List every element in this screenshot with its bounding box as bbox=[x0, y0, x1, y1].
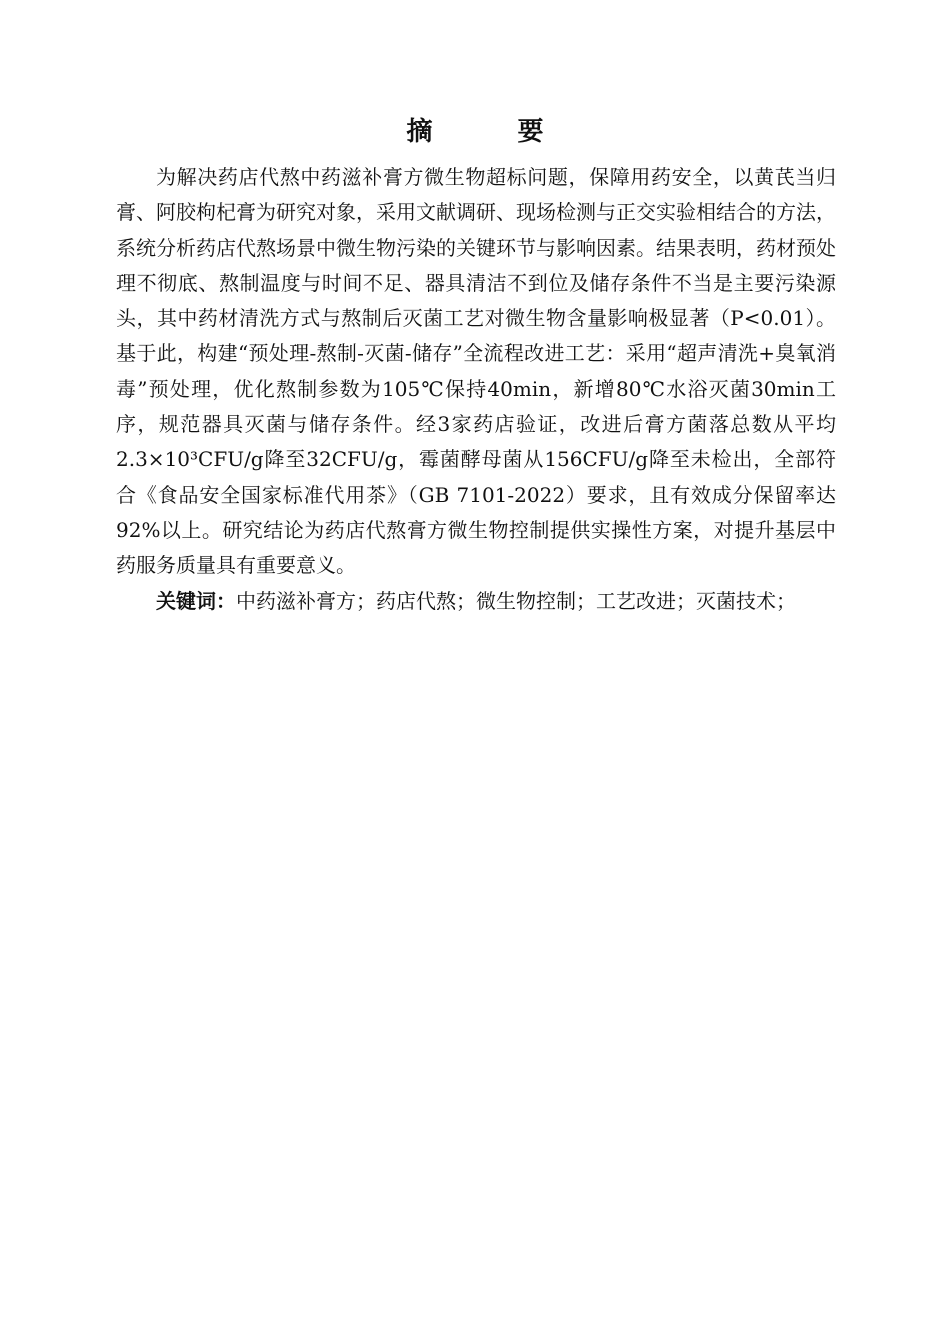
keywords-line bbox=[116, 584, 836, 619]
keywords-label: 关键词： bbox=[156, 588, 236, 613]
abstract-section bbox=[116, 160, 836, 619]
abstract-title: 摘 要 bbox=[406, 117, 582, 147]
abstract-paragraph: 为解决药店代熬中药滋补膏方微生物超标问题，保障用药安全，以黄芪当归膏、阿胶枸杞膏为研究对象，采用文献调研、现场检测与正交实验相结合的方法，系统分析药店代熬场景中微生物污染的关键环节与影响因素。结果表明，药材预处理不彻底、熬制温度与时间不足、器具清洁不到位及储存条件不当是主要污染源头，其中药材清洗方式与熬制后灭菌工艺对微生物含量影响极显著（P<0.01）。基于此，构建“预处理-熬制-灭菌-储存”全流程改进工艺：采用“超声清洗+臭氧消毒”预处理，优化熬制参数为105℃保持40min，新增80℃水浴灭菌30min工序，规范器具灭菌与储存条件。经3家药店验证，改进后膏方菌落总数从平均2.3×10³CFU/g降至32CFU/g，霉菌酵母菌从156CFU/g降至未检出，全部符合《食品安全国家标准代用茶》（GB 7101-2022）要求，且有效成分保留率达92%以上。研究结论为药店代熬膏方微生物控制提供实操性方案，对提升基层中药服务质量具有重要意义。 bbox=[116, 165, 836, 578]
keywords-list: 中药滋补膏方；药店代熬；微生物控制；工艺改进；灭菌技术； bbox=[236, 588, 796, 613]
